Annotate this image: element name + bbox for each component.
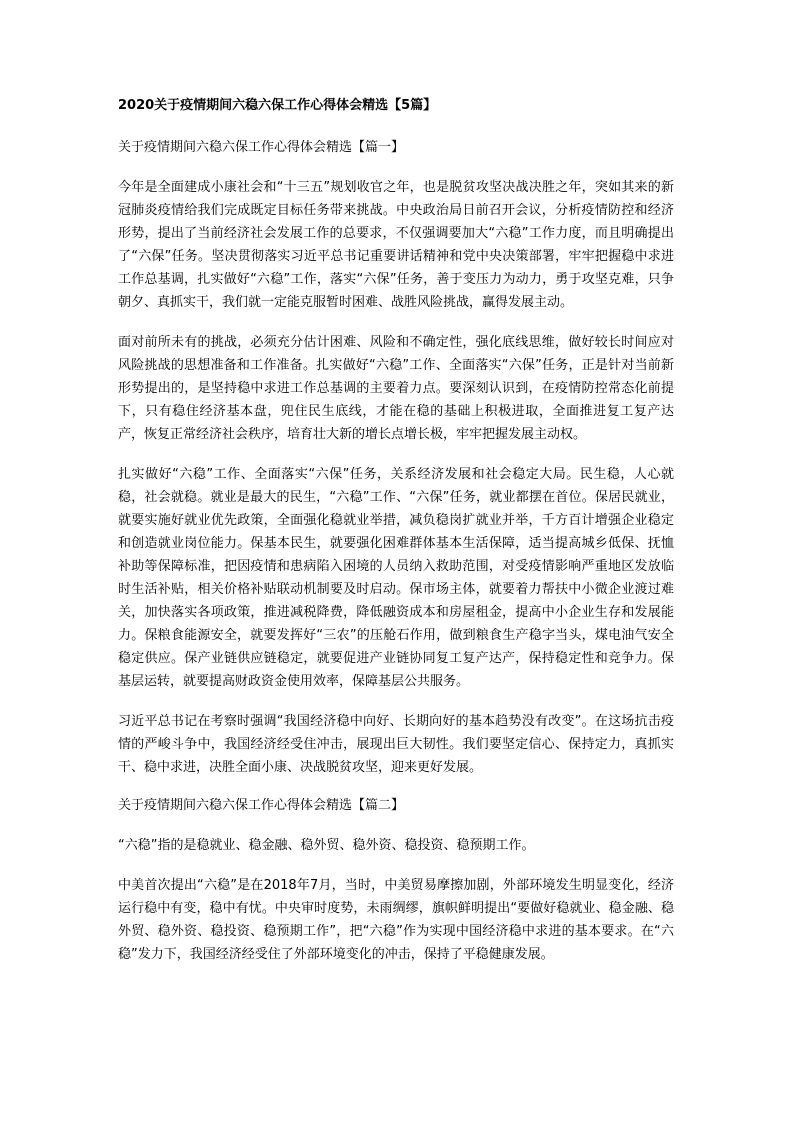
section-1-paragraph-2: 面对前所未有的挑战，必须充分估计困难、风险和不确定性，强化底线思维，做好较长时间应对风险挑战的思想准备和工作准备。扎实做好“六稳”工作、全面落实“六保”任务，正是针对当前新形势提出的，是坚持稳中求进工作总基调的主要着力点。要深刻认识到，在疫情防控常态化前提下，只有稳住经济基本盘，兜住民生底线，才能在稳的基础上积极进取，全面推进复工复产达产，恢复正常经济社会秩序，培育壮大新的增长点增长极，牢牢把握发展主动权。 <box>118 335 674 442</box>
section-1-title: 关于疫情期间六稳六保工作心得体会精选【篇一】 <box>118 140 405 155</box>
section-2-paragraph-1: “六稳”指的是稳就业、稳金融、稳外贸、稳外资、稳投资、稳预期工作。 <box>118 838 535 853</box>
section-1-paragraph-3: 扎实做好“六稳”工作、全面落实“六保”任务，关系经济发展和社会稳定大局。民生稳，人心就稳，社会就稳。就业是最大的民生，“六稳”工作、“六保”任务，就业都摆在首位。保居民就业，就要实施好就业优先政策，全面强化稳就业举措，减负稳岗扩就业并举，千方百计增强企业稳定和创造就业岗位能力。保基本民生，就要强化困难群体基本生活保障，适当提高城乡低保、抚恤补助等保障标准，把因疫情和患病陷入困境的人员纳入救助范围，对受疫情影响严重地区发放临时生活补贴，相关价格补贴联动机制要及时启动。保市场主体，就要着力帮扶中小微企业渡过难关，加快落实各项政策，推进减税降费，降低融资成本和房屋租金，提高中小企业生存和发展能力。保粮食能源安全，就要发挥好“三农”的压舱石作用，做到粮食生产稳字当头，煤电油气安全稳定供应。保产业链供应链稳定，就要促进产业链协同复工复产达产，保持稳定性和竞争力。保基层运转，就要提高财政资金使用效率，保障基层公共服务。 <box>118 467 674 689</box>
document-page <box>118 96 674 983</box>
section-2-paragraph-2: 中美首次提出“六稳”是在2018年7月，当时，中美贸易摩擦加剧，外部环境发生明显变化，经济运行稳中有变，稳中有忧。中央审时度势，未雨绸缪，旗帜鲜明提出“要做好稳就业、稳金融、稳外贸、稳外资、稳投资、稳预期工作”，把“六稳”作为实现中国经济稳中求进的基本要求。在“六稳”发力下，我国经济经受住了外部环境变化的冲击，保持了平稳健康发展。 <box>118 878 674 962</box>
document-title: 2020关于疫情期间六稳六保工作心得体会精选【5篇】 <box>118 98 437 113</box>
section-2-title: 关于疫情期间六稳六保工作心得体会精选【篇二】 <box>118 798 405 813</box>
section-1-paragraph-4: 习近平总书记在考察时强调“我国经济稳中向好、长期向好的基本趋势没有改变”。在这场抗击疫情的严峻斗争中，我国经济经受住冲击，展现出巨大韧性。我们要坚定信心、保持定力，真抓实干、稳中求进，决胜全面小康、决战脱贫攻坚，迎来更好发展。 <box>118 714 674 775</box>
section-1-paragraph-1: 今年是全面建成小康社会和“十三五”规划收官之年，也是脱贫攻坚决战决胜之年，突如其来的新冠肺炎疫情给我们完成既定目标任务带来挑战。中央政治局日前召开会议，分析疫情防控和经济形势，提出了当前经济社会发展工作的总要求，不仅强调要加大“六稳”工作力度，而且明确提出了“六保”任务。坚决贯彻落实习近平总书记重要讲话精神和党中央决策部署，牢牢把握稳中求进工作总基调，扎实做好“六稳”工作，落实“六保”任务，善于变压力为动力，勇于攻坚克难，只争朝夕、真抓实干，我们就一定能克服暂时困难、战胜风险挑战，赢得发展主动。 <box>118 180 674 310</box>
